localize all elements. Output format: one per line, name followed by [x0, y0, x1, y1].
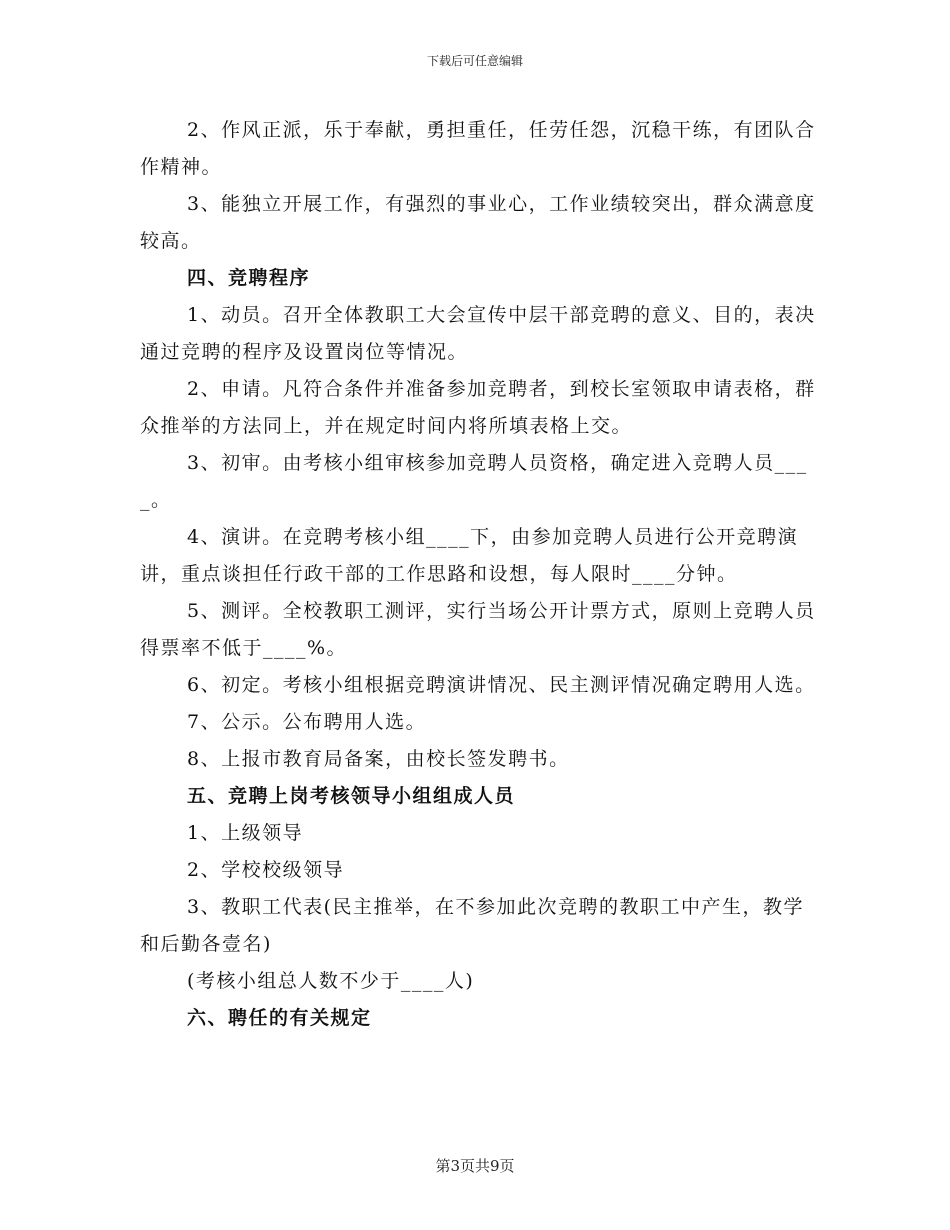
paragraph-committee-2: 2、学校校级领导 [187, 859, 345, 881]
paragraph-procedure-6: 6、初定。考核小组根据竞聘演讲情况、民主测评情况确定聘用人选。 [187, 674, 816, 696]
section-heading-committee: 五、竞聘上岗考核领导小组组成人员 [187, 785, 516, 807]
paragraph-requirement-3: 3、能独立开展工作，有强烈的事业心，工作业绩较突出，群众满意度较高。 [140, 193, 816, 252]
section-heading-procedure: 四、竞聘程序 [187, 267, 311, 289]
paragraph-committee-note: (考核小组总人数不少于____人) [187, 970, 475, 992]
paragraph-procedure-1: 1、动员。召开全体教职工大会宣传中层干部竞聘的意义、目的，表决通过竞聘的程序及设置岗位等情况。 [140, 304, 816, 363]
paragraph-procedure-8: 8、上报市教育局备案，由校长签发聘书。 [187, 748, 570, 770]
paragraph-committee-3: 3、教职工代表(民主推举，在不参加此次竞聘的教职工中产生，教学和后勤各壹名) [140, 896, 805, 955]
paragraph-procedure-2: 2、申请。凡符合条件并准备参加竞聘者，到校长室领取申请表格，群众推举的方法同上，并在规定时间内将所填表格上交。 [140, 378, 816, 437]
paragraph-committee-1: 1、上级领导 [187, 822, 304, 844]
paragraph-procedure-3: 3、初审。由考核小组审核参加竞聘人员资格，确定进入竞聘人员____。 [140, 452, 808, 511]
paragraph-requirement-2: 2、作风正派，乐于奉献，勇担重任，任劳任怨，沉稳干练，有团队合作精神。 [140, 119, 816, 178]
section-heading-regulations: 六、聘任的有关规定 [187, 1007, 372, 1029]
paragraph-procedure-4: 4、演讲。在竞聘考核小组____下，由参加竞聘人员进行公开竞聘演讲，重点谈担任行政干部的工作思路和设想，每人限时____分钟。 [140, 526, 799, 585]
document-body [140, 112, 820, 1037]
page-header: 下载后可任意编辑 [426, 54, 523, 68]
paragraph-procedure-7: 7、公示。公布聘用人选。 [187, 711, 427, 733]
paragraph-procedure-5: 5、测评。全校教职工测评，实行当场公开计票方式，原则上竞聘人员得票率不低于____%。 [140, 600, 816, 659]
page-footer: 第3页共9页 [435, 1157, 515, 1175]
